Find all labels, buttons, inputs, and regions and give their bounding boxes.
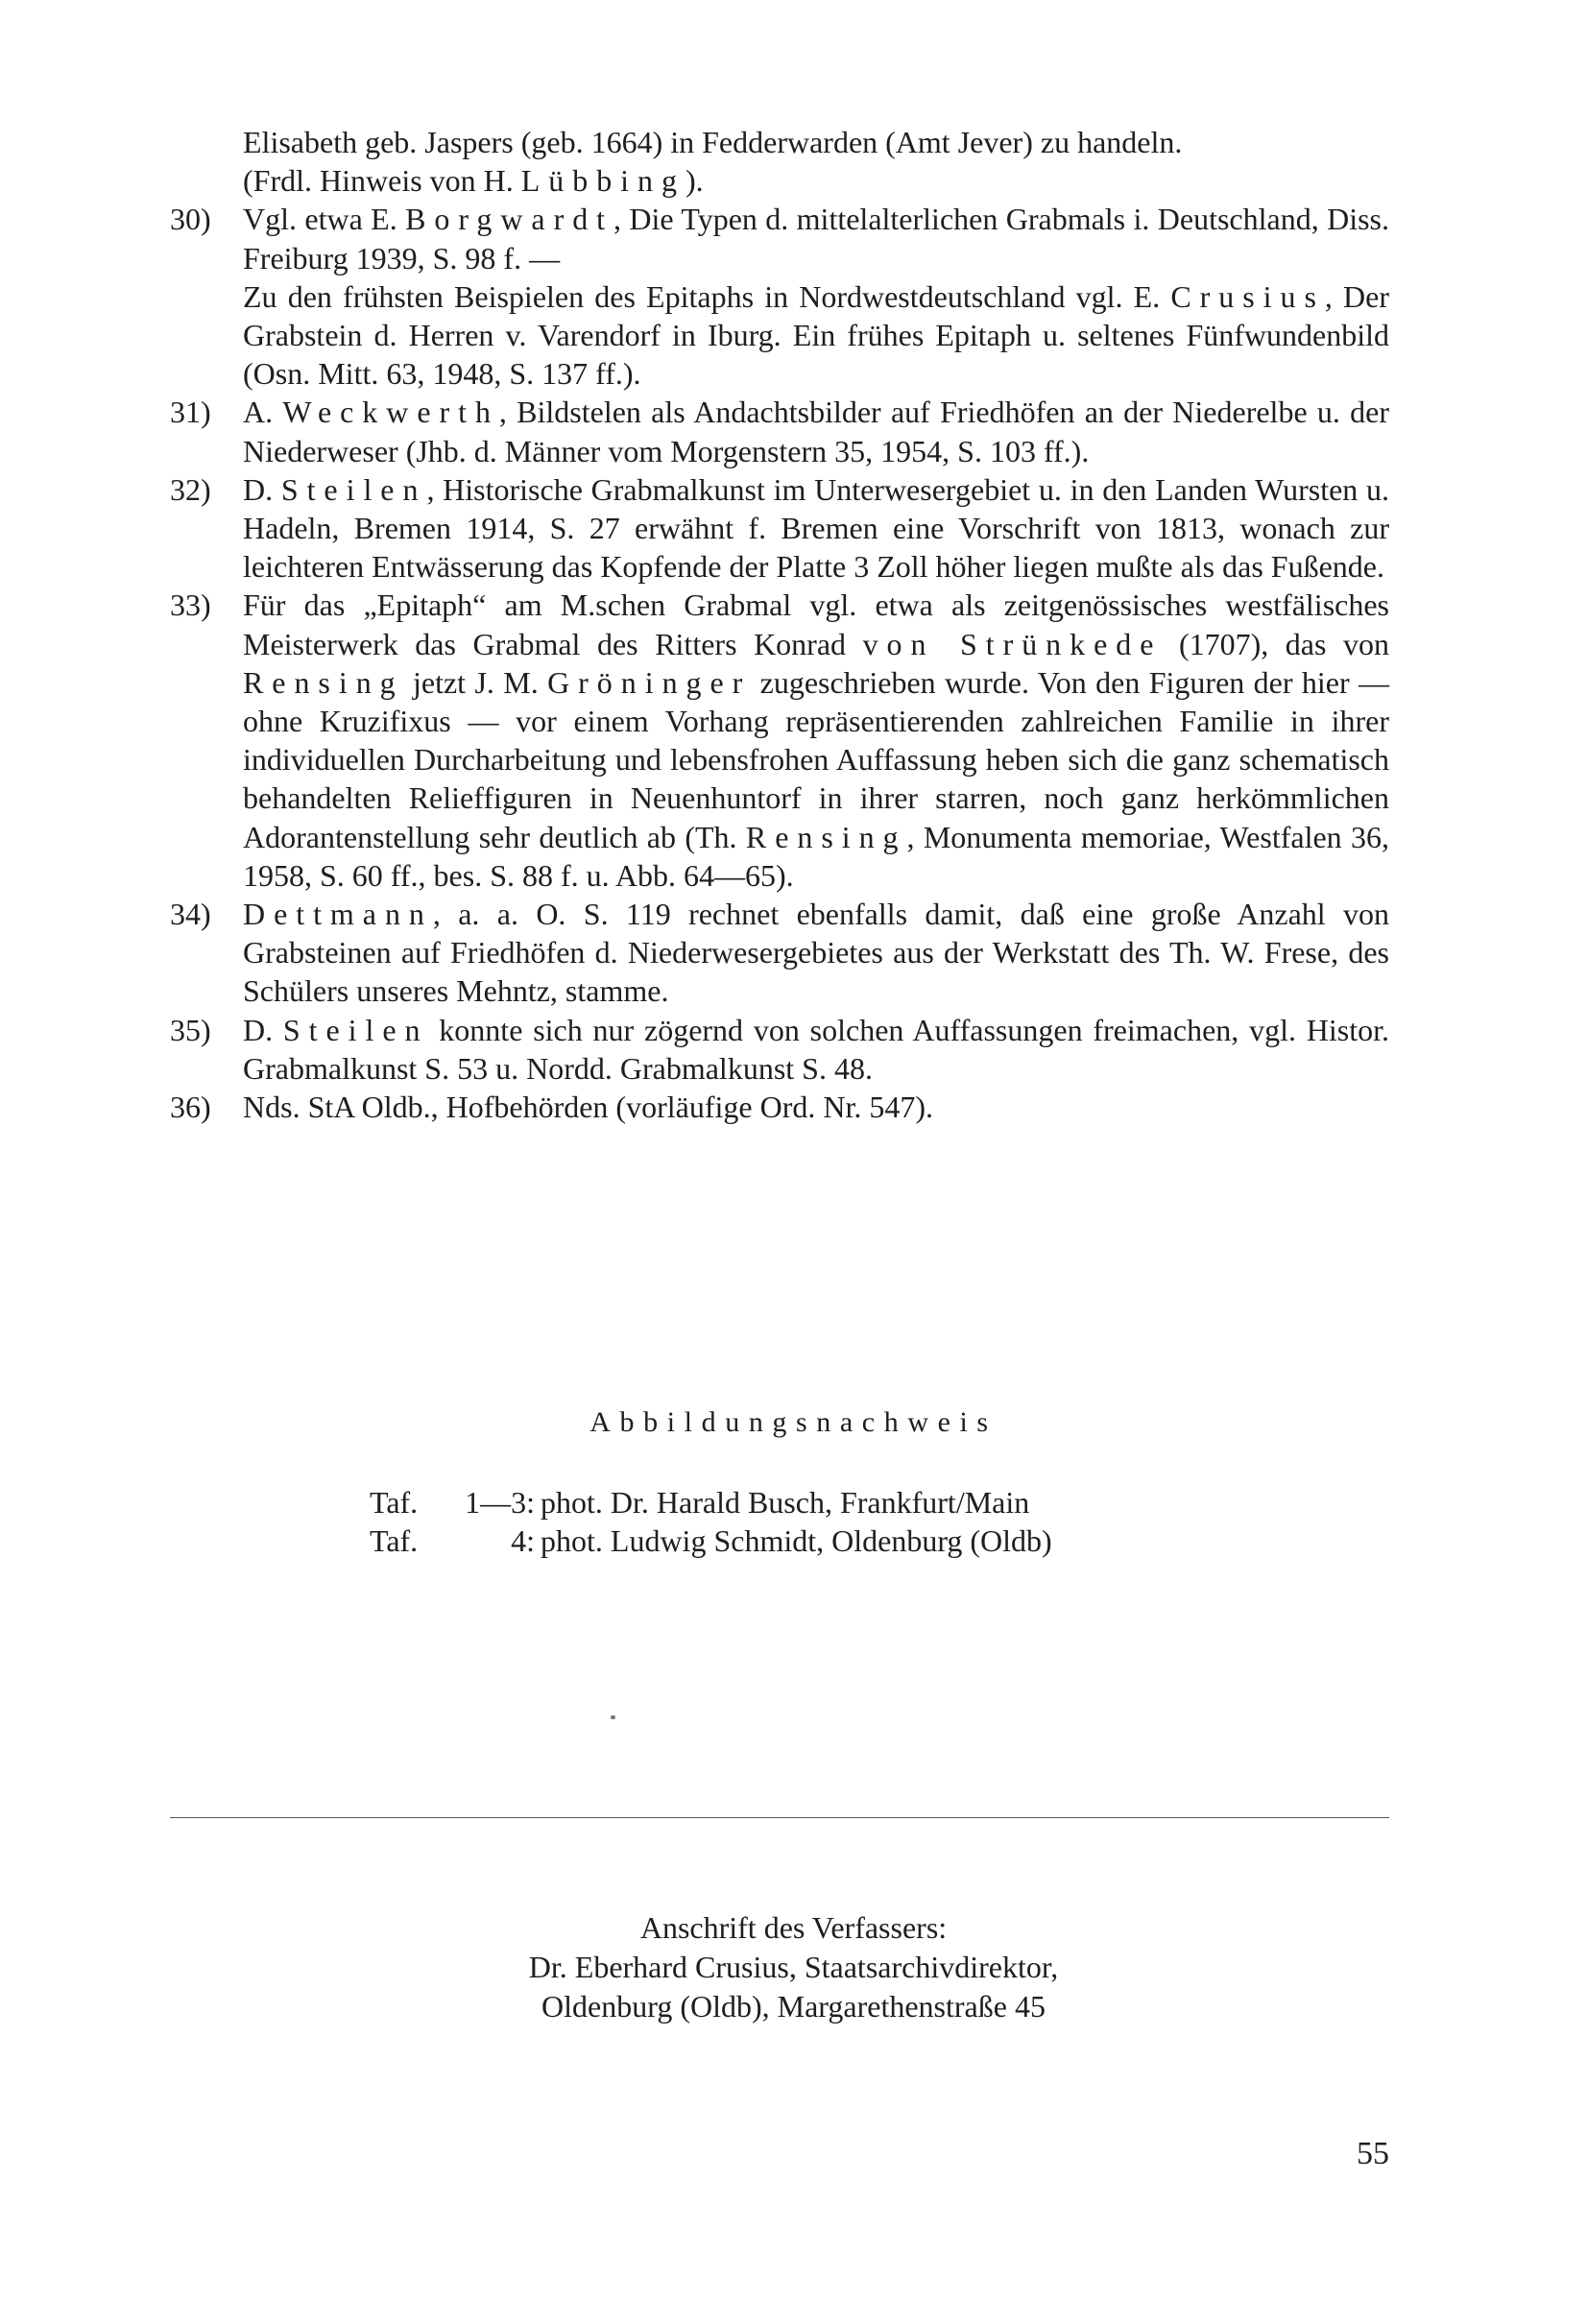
section-heading: Abbildungsnachweis: [589, 1406, 998, 1438]
text: , Historische Grabmalkunst im Unterwesergebiet u. in den Landen Wursten u. Hadeln, Bremen 1914, S. 27 erwähnt f. Bremen eine Vorschrift von 1813, wonach zur leichteren Entwässerung das Kopfende der Platte 3 Zoll höher liegen mußte als das Fußende.: [243, 471, 1390, 585]
image-credits: [370, 1483, 1052, 1560]
credit-range: 4:: [511, 1523, 535, 1558]
footnote-31: [170, 393, 1389, 469]
text: Zu den frühsten Beispielen des Epitaphs in Nordwestdeutschland vgl. E.: [243, 278, 1171, 314]
ink-speck: [611, 1715, 615, 1719]
author-name: Gröninger: [547, 664, 752, 700]
footnotes: [170, 123, 1389, 1126]
text: ).: [685, 163, 704, 199]
credit-label: Taf.: [370, 1485, 419, 1520]
text: , Der Grabstein d. Herren v. Varendorf in Iburg. Ein frühes Epitaph u. seltenes Fünfwundenbild (Osn. Mitt. 63, 1948, S. 137 ff.).: [243, 278, 1390, 392]
text: D.: [243, 471, 281, 507]
credit-row: [370, 1483, 1052, 1521]
credit-text: phot. Dr. Harald Busch, Frankfurt/Main: [541, 1485, 1030, 1520]
author-name: Dettmann: [243, 897, 433, 932]
footnote-33: [170, 586, 1389, 895]
footnote-number: 35): [170, 1012, 211, 1047]
footnote-text: [243, 393, 1389, 469]
text: A.: [243, 395, 283, 430]
footnote-text: [243, 200, 1389, 393]
credit-label: Taf.: [370, 1523, 419, 1558]
footnote-29-continuation: [170, 123, 1389, 200]
footnote-30: [170, 200, 1389, 393]
author-name: Steilen: [282, 1012, 429, 1047]
text: (1707), das von: [1162, 626, 1390, 661]
footnote-number: 34): [170, 897, 211, 932]
author-name: Lübbing: [520, 163, 685, 199]
author-name: Crusius: [1170, 278, 1325, 314]
address-heading: Anschrift des Verfassers:: [639, 1910, 948, 1945]
footnote-number: 31): [170, 395, 211, 430]
page-number: 55: [1357, 2136, 1389, 2171]
text: jetzt J. M.: [403, 664, 548, 700]
text: Elisabeth geb. Jaspers (geb. 1664) in Fedderwarden (Amt Jever) zu handeln.: [243, 125, 1183, 159]
footnote-text: [243, 1088, 1389, 1126]
footnote-35: [170, 1011, 1389, 1088]
credit-range: 1—3:: [465, 1485, 535, 1520]
author-name: Steilen: [280, 471, 427, 507]
address-line: Dr. Eberhard Crusius, Staatsarchivdirektor,: [528, 1950, 1059, 1984]
author-name: Rensing: [243, 664, 404, 700]
text: , Monumenta memoriae, Westfalen 36, 1958, S. 60 ff., bes. S. 88 f. u. Abb. 64—65).: [243, 819, 1390, 893]
text: D.: [243, 1012, 283, 1047]
author-name: Weckwerth: [282, 395, 499, 430]
footnote-text: [243, 895, 1389, 1011]
author-name: Rensing: [745, 819, 907, 854]
text: (Frdl. Hinweis von H.: [243, 163, 521, 199]
text: Für das „Epitaph“ am M.schen Grabmal vgl. etwa als zeitgenössisches westfälisches Meisterwerk das Grabmal des Ritters Konrad: [243, 587, 1389, 661]
footnote-number: 36): [170, 1090, 211, 1125]
footnote-number: 33): [170, 587, 211, 623]
author-name: Borgwardt: [405, 202, 614, 237]
footnote-34: [170, 895, 1389, 1011]
credit-text: phot. Ludwig Schmidt, Oldenburg (Oldb): [541, 1523, 1052, 1558]
address-line: Oldenburg (Oldb), Margarethenstraße 45: [541, 1989, 1046, 2024]
footnote-text: [243, 586, 1389, 895]
author-address: [0, 1908, 1587, 2026]
text: zugeschrieben wurde. Von den Figuren der hier — ohne Kruzifixus — vor einem Vorhang repräsentierenden zahlreichen Familie in ihrer individuellen Durcharbeitung und lebensfrohen Auffassung heben sich die ganz schematisch behandelten Relieffiguren in Neuenhuntorf in ihrer starren, noch ganz herkömmlichen Adorantenstellung sehr deutlich ab (Th.: [243, 664, 1390, 854]
text: , Bildstelen als Andachtsbilder auf Friedhöfen an der Niederelbe u. der Niederweser (Jhb. d. Männer vom Morgenstern 35, 1954, S. 103 ff.).: [243, 395, 1389, 468]
text: konnte sich nur zögernd von solchen Auffassungen freimachen, vgl. Histor. Grabmalkunst S. 53 u. Nordd. Grabmalkunst S. 48.: [243, 1012, 1390, 1086]
credit-row: [370, 1521, 1052, 1560]
footnote-32: [170, 470, 1389, 587]
footnote-text: [243, 1011, 1389, 1088]
footnote-number: 30): [170, 202, 211, 237]
footnote-number: 32): [170, 471, 211, 507]
divider: [170, 1817, 1389, 1818]
footnote-text: [243, 470, 1389, 587]
text: , a. a. O. S. 119 rechnet ebenfalls damit, daß eine große Anzahl von Grabsteinen auf Friedhöfen d. Niederwesergebietes aus der Werkstatt des Th. W. Frese, des Schülers unseres Mehntz, stamme.: [243, 897, 1389, 1009]
text: Vgl. etwa E.: [243, 202, 406, 237]
author-name: von Strünkede: [862, 626, 1163, 661]
text: Nds. StA Oldb., Hofbehörden (vorläufige Ord. Nr. 547).: [243, 1090, 933, 1125]
text: , Die Typen d. mittelalterlichen Grabmals i. Deutschland, Diss. Freiburg 1939, S. 98 f. —: [243, 202, 1390, 276]
footnote-36: [170, 1088, 1389, 1126]
